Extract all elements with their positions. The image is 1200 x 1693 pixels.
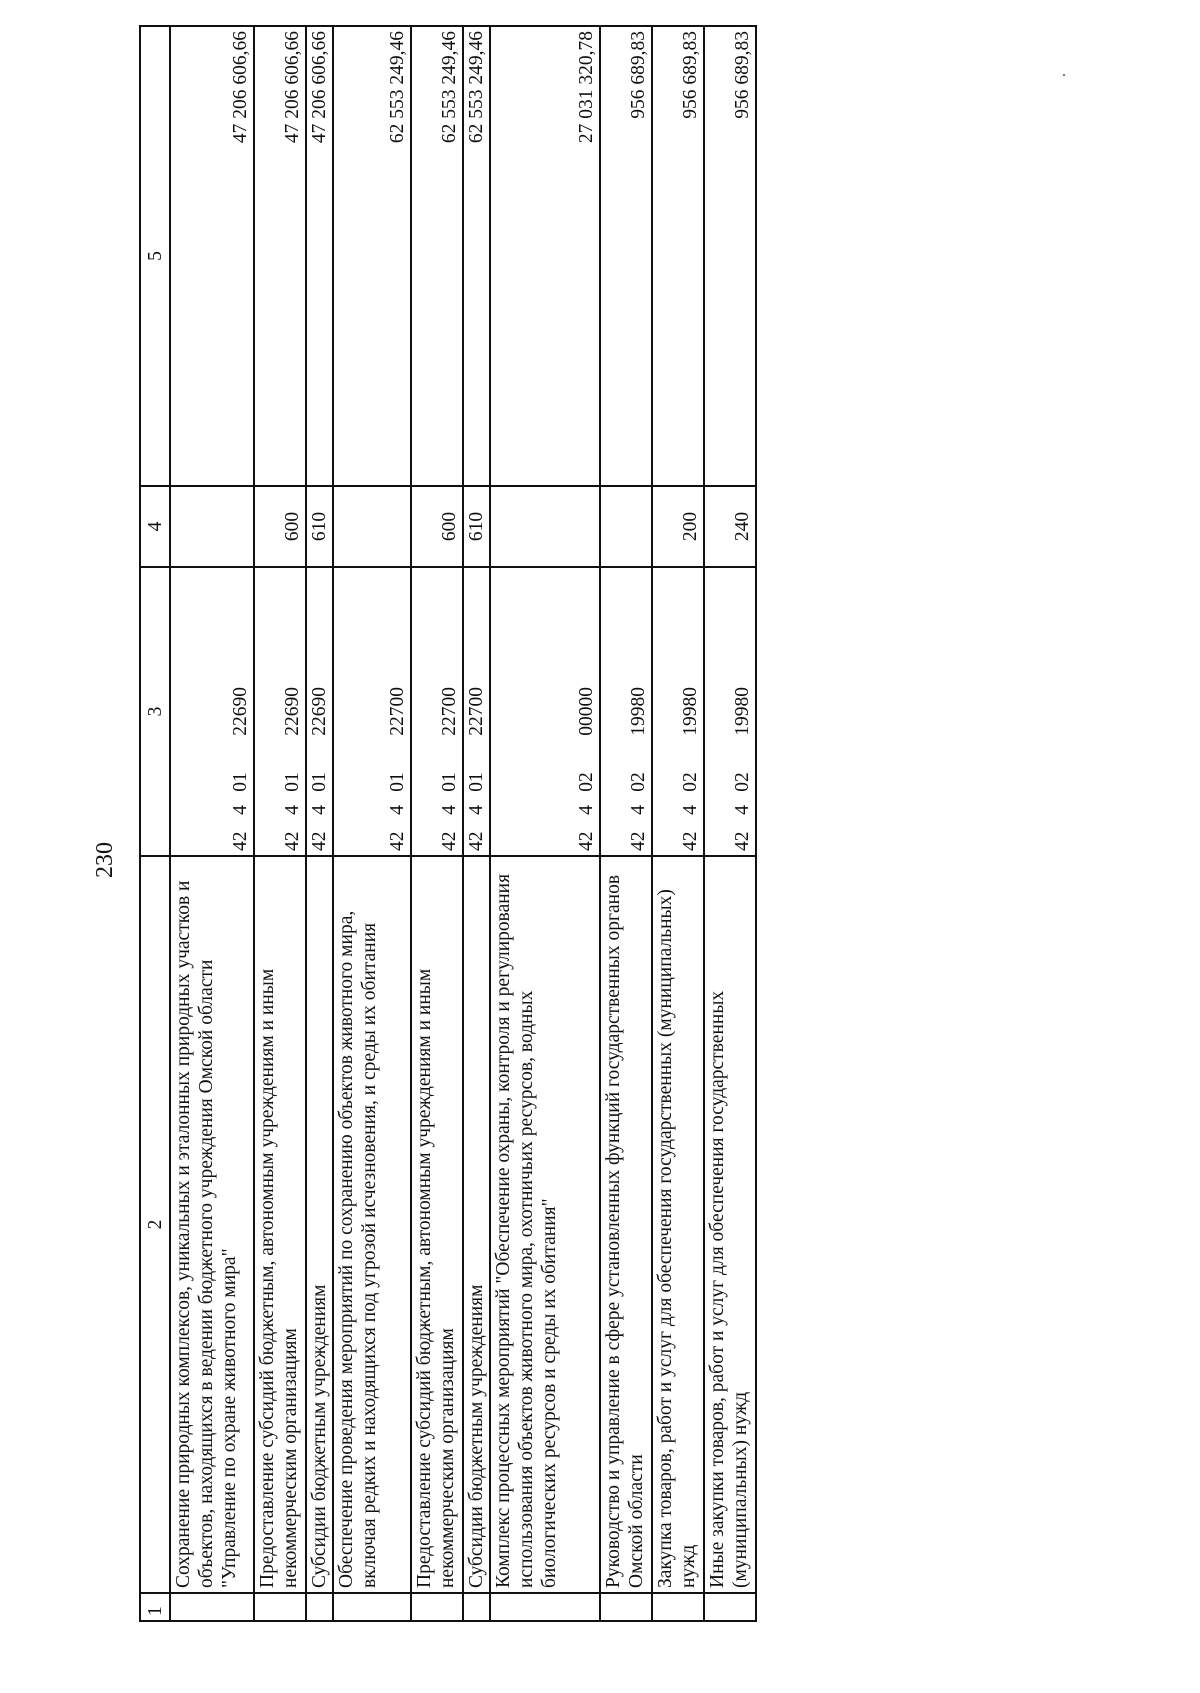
row-amount-cell: 47 206 606,66	[254, 26, 306, 486]
budget-table-sheet	[139, 25, 957, 1622]
code-part: 00000	[576, 687, 597, 736]
header-col-2: 2	[140, 856, 170, 1593]
row-number-cell	[306, 1593, 333, 1621]
code-part: 42	[576, 831, 597, 851]
row-amount-cell: 47 206 606,66	[170, 26, 254, 486]
code-part: 01	[282, 772, 303, 792]
code-part: 02	[732, 772, 753, 792]
row-number-cell	[333, 1593, 411, 1621]
code-part: 02	[628, 772, 649, 792]
code-part: 22700	[387, 687, 408, 736]
row-number-cell	[704, 1593, 756, 1621]
code-part: 02	[680, 772, 701, 792]
code-part: 42	[466, 831, 487, 851]
code-part: 22690	[230, 687, 251, 736]
code-part: 19980	[680, 687, 701, 736]
code-part: 42	[439, 831, 460, 851]
row-number-cell	[600, 1593, 652, 1621]
table-row	[170, 26, 254, 1621]
row-type-cell: 600	[254, 486, 306, 567]
row-name-cell: Обеспечение проведения мероприятий по сохранению объектов животного мира, включая редких и находящихся под угрозой исчезновения, и среды их обитания	[333, 856, 411, 1593]
table-row	[652, 26, 704, 1621]
row-type-cell	[170, 486, 254, 567]
code-part: 01	[230, 772, 251, 792]
code-part: 19980	[732, 687, 753, 736]
row-code-cell	[170, 567, 254, 856]
code-part: 42	[680, 831, 701, 851]
row-type-cell	[490, 486, 600, 567]
row-amount-cell: 956 689,83	[652, 26, 704, 486]
table-row	[463, 26, 490, 1621]
row-amount-cell: 956 689,83	[600, 26, 652, 486]
code-part: 22700	[439, 687, 460, 736]
table-row	[411, 26, 463, 1621]
header-col-1: 1	[140, 1593, 170, 1621]
row-name-cell: Руководство и управление в сфере установленных функций государственных органов Омской области	[600, 856, 652, 1593]
code-part: 02	[576, 772, 597, 792]
row-type-cell: 610	[306, 486, 333, 567]
code-part: 4	[466, 805, 487, 815]
code-part: 01	[387, 772, 408, 792]
row-type-cell: 200	[652, 486, 704, 567]
code-part: 4	[309, 805, 330, 815]
table-row	[306, 26, 333, 1621]
header-row	[140, 26, 170, 1621]
row-type-cell	[333, 486, 411, 567]
row-number-cell	[411, 1593, 463, 1621]
row-code-cell	[306, 567, 333, 856]
row-name-cell: Закупка товаров, работ и услуг для обеспечения государственных (муниципальных) нужд	[652, 856, 704, 1593]
code-part: 4	[439, 805, 460, 815]
row-name-cell: Предоставление субсидий бюджетным, автономным учреждениям и иным некоммерческим организациям	[411, 856, 463, 1593]
code-part: 42	[732, 831, 753, 851]
table-row	[600, 26, 652, 1621]
row-name-cell: Предоставление субсидий бюджетным, автономным учреждениям и иным некоммерческим организациям	[254, 856, 306, 1593]
row-code-cell	[333, 567, 411, 856]
row-code-cell	[411, 567, 463, 856]
code-part: 22690	[309, 687, 330, 736]
row-name-cell: Сохранение природных комплексов, уникальных и эталонных природных участков и объектов, находящихся в ведении бюджетного учреждения Омской области "Управление по охране животного мира"	[170, 856, 254, 1593]
code-part: 4	[282, 805, 303, 815]
row-name-cell: Иные закупки товаров, работ и услуг для обеспечения государственных (муниципальных) нужд	[704, 856, 756, 1593]
code-part: 01	[466, 772, 487, 792]
row-name-cell: Субсидии бюджетным учреждениям	[463, 856, 490, 1593]
budget-table	[139, 25, 757, 1622]
row-number-cell	[652, 1593, 704, 1621]
row-number-cell	[254, 1593, 306, 1621]
code-part: 4	[628, 805, 649, 815]
header-col-4: 4	[140, 486, 170, 567]
header-col-3: 3	[140, 567, 170, 856]
page-number: 230	[92, 842, 118, 878]
row-type-cell: 610	[463, 486, 490, 567]
row-type-cell	[600, 486, 652, 567]
row-number-cell	[490, 1593, 600, 1621]
code-part: 4	[230, 805, 251, 815]
row-number-cell	[170, 1593, 254, 1621]
row-code-cell	[463, 567, 490, 856]
code-part: 22690	[282, 687, 303, 736]
code-part: 42	[628, 831, 649, 851]
code-part: 42	[230, 831, 251, 851]
table-row	[490, 26, 600, 1621]
table-row	[333, 26, 411, 1621]
row-name-cell: Субсидии бюджетным учреждениям	[306, 856, 333, 1593]
row-type-cell: 240	[704, 486, 756, 567]
table-row	[254, 26, 306, 1621]
code-part: 4	[387, 805, 408, 815]
row-number-cell	[463, 1593, 490, 1621]
code-part: 42	[387, 831, 408, 851]
header-col-5: 5	[140, 26, 170, 486]
code-part: 4	[732, 805, 753, 815]
code-part: 01	[309, 772, 330, 792]
code-part: 19980	[628, 687, 649, 736]
row-name-cell: Комплекс процессных мероприятий "Обеспечение охраны, контроля и регулирования использования объектов животного мира, охотничьих ресурсов, водных биологических ресурсов и среды их обитания"	[490, 856, 600, 1593]
code-part: 42	[282, 831, 303, 851]
row-code-cell	[652, 567, 704, 856]
code-part: 4	[576, 805, 597, 815]
row-code-cell	[254, 567, 306, 856]
table-row	[704, 26, 756, 1621]
row-amount-cell: 62 553 249,46	[333, 26, 411, 486]
row-amount-cell: 956 689,83	[704, 26, 756, 486]
code-part: 4	[680, 805, 701, 815]
row-code-cell	[704, 567, 756, 856]
code-part: 01	[439, 772, 460, 792]
row-amount-cell: 27 031 320,78	[490, 26, 600, 486]
row-amount-cell: 62 553 249,46	[463, 26, 490, 486]
code-part: 42	[309, 831, 330, 851]
row-amount-cell: 62 553 249,46	[411, 26, 463, 486]
scan-speck	[1063, 74, 1065, 76]
row-code-cell	[600, 567, 652, 856]
row-code-cell	[490, 567, 600, 856]
row-type-cell: 600	[411, 486, 463, 567]
row-amount-cell: 47 206 606,66	[306, 26, 333, 486]
code-part: 22700	[466, 687, 487, 736]
